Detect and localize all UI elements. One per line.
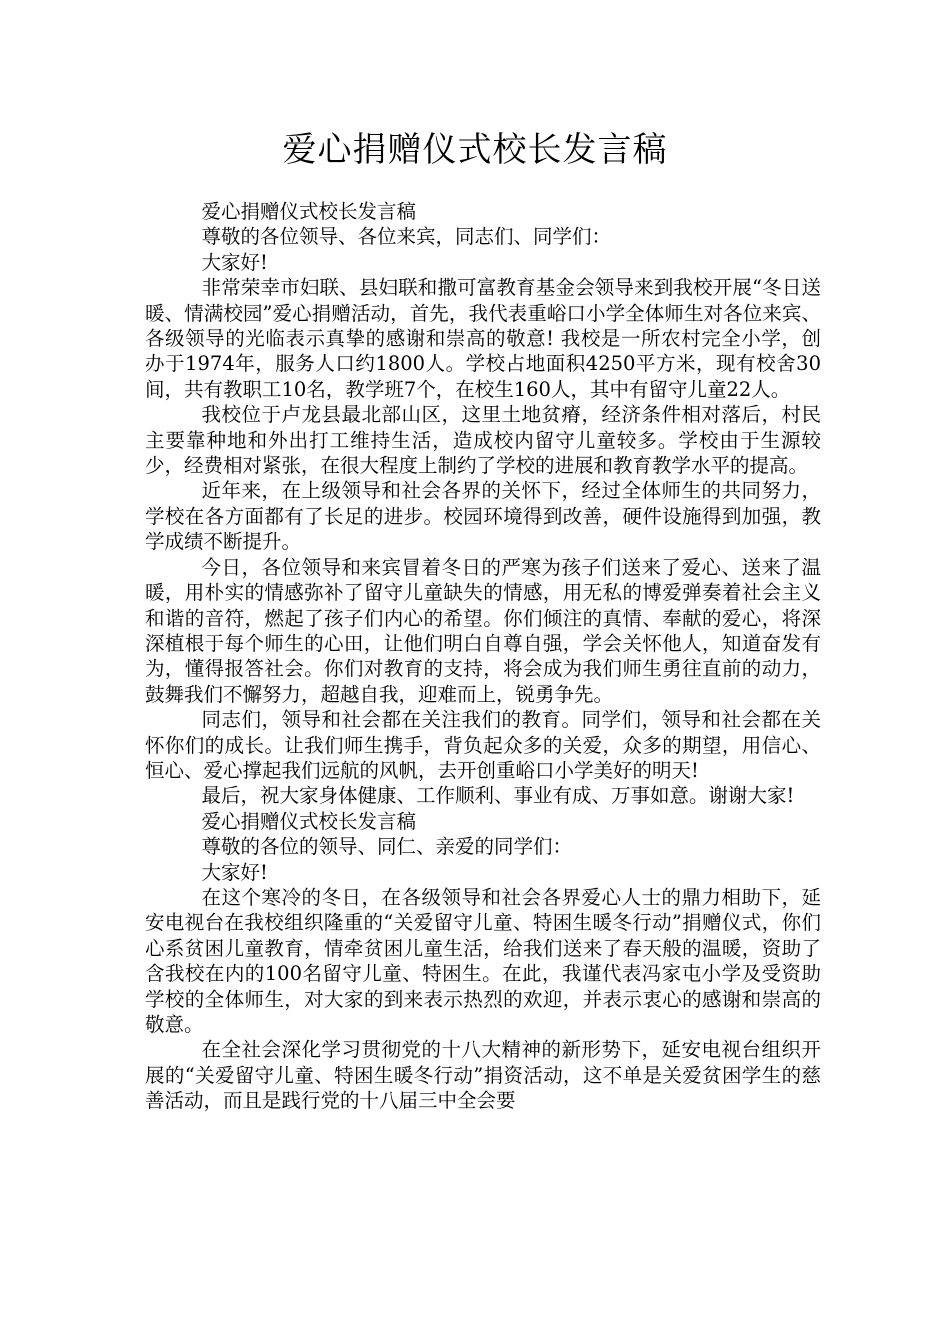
paragraph: 同志们，领导和社会都在关注我们的教育。同学们，领导和社会都在关怀你们的成长。让我们师生携手，背负起众多的关爱，众多的期望，用信心、恒心、爱心撑起我们远航的风帆，去开创重峪口小学美好的明天! xyxy=(145,708,821,782)
paragraph: 爱心捐赠仪式校长发言稿 xyxy=(201,200,417,223)
document-body xyxy=(145,199,821,1114)
paragraph: 大家好! xyxy=(201,250,268,274)
paragraph: 尊敬的各位领导、各位来宾，同志们、同学们： xyxy=(201,225,612,249)
paragraph: 在这个寒冷的冬日，在各级领导和社会各界爱心人士的鼎力相助下，延安电视台在我校组织隆重的“关爱留守儿童、特困生暖冬行动”捐赠仪式，你们心系贫困儿童教育，情牵贫困儿童生活，给我们送来了春天般的温暖，资助了含我校在内的100名留守儿童、特困生。在此，我谨代表冯家屯小学及受资助学校的全体师生，对大家的到来表示热烈的欢迎，并表示衷心的感谢和崇高的敬意。 xyxy=(145,885,821,1036)
paragraph: 爱心捐赠仪式校长发言稿 xyxy=(201,809,417,833)
paragraph: 大家好! xyxy=(201,860,268,884)
paragraph: 尊敬的各位的领导、同仁、亲爱的同学们： xyxy=(201,835,573,859)
paragraph: 非常荣幸市妇联、县妇联和撒可富教育基金会领导来到我校开展“冬日送暖、情满校园”爱心捐赠活动，首先，我代表重峪口小学全体师生对各位来宾、各级领导的光临表示真挚的感谢和崇高的敬意! 我校是一所农村完全小学，创办于1974年，服务人口约1800人。学校占地面积4250平方米，现有校舍30间，共有教职工10名，教学班7个，在校生160人，其中有留守儿童22人。 xyxy=(145,276,821,401)
paragraph: 近年来，在上级领导和社会各界的关怀下，经过全体师生的共同努力，学校在各方面都有了长足的进步。校园环境得到改善，硬件设施得到加强，教学成绩不断提升。 xyxy=(145,479,821,554)
paragraph: 我校位于卢龙县最北部山区，这里土地贫瘠，经济条件相对落后，村民主要靠种地和外出打工维持生活，造成校内留守儿童较多。学校由于生源较少，经费相对紧张，在很大程度上制约了学校的进展和教育教学水平的提高。 xyxy=(145,403,821,478)
paragraph: 最后，祝大家身体健康、工作顺利、事业有成、万事如意。谢谢大家! xyxy=(201,784,795,808)
document-title: 爱心捐赠仪式校长发言稿 xyxy=(282,130,668,170)
paragraph: 在全社会深化学习贯彻党的十八大精神的新形势下，延安电视台组织开展的“关爱留守儿童、特困生暖冬行动”捐资活动，这不单是关爱贫困学生的慈善活动，而且是践行党的十八届三中全会要 xyxy=(145,1038,821,1113)
paragraph: 今日，各位领导和来宾冒着冬日的严寒为孩子们送来了爱心、送来了温暖，用朴实的情感弥补了留守儿童缺失的情感，用无私的博爱弹奏着社会主义和谐的音符，燃起了孩子们内心的希望。你们倾注的真情、奉献的爱心，将深深植根于每个师生的心田，让他们明白自尊自强，学会关怀他人，知道奋发有为，懂得报答社会。你们对教育的支持，将会成为我们师生勇往直前的动力，鼓舞我们不懈努力，超越自我，迎难而上，锐勇争先。 xyxy=(145,555,821,706)
